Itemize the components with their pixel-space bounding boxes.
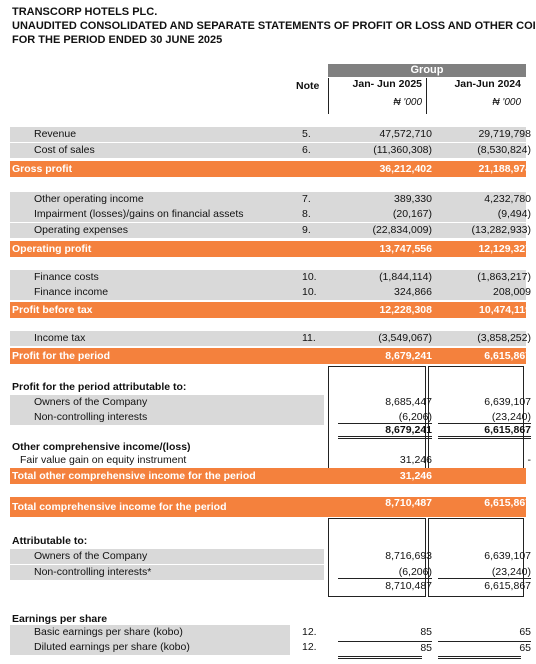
row-attrib-heading [10,380,526,395]
row-value-2025: 8,685,447 [385,396,432,408]
row-value-2025: 31,246 [399,470,432,482]
row-value-2025: (1,844,114) [379,271,432,283]
eps-double-line-2 [438,656,521,659]
row-attrib2-heading [10,534,526,549]
row-value-2024: 12,129,327 [478,243,531,255]
row-value-2025: 13,747,556 [379,243,432,255]
row-value-2024: 6,615,867 [484,497,531,509]
row-value-2025: 8,710,487 [385,497,432,509]
row-profit-period [10,348,531,364]
row-note: 12. [302,641,317,653]
row-revenue [10,127,531,142]
row-label: Profit for the period [12,350,110,362]
row-note: 10. [302,271,317,283]
section-heading: Other comprehensive income/(loss) [12,441,191,453]
row-value-2024: 6,615,867 [438,424,531,439]
row-value-2024: 10,474,119 [479,304,531,316]
row-note: 8. [302,208,311,220]
row-value-2024: - [527,454,531,466]
row-value-2024: 6,615,867 [484,580,531,592]
row-gross-profit [10,161,531,177]
row-value-2024: 4,232,780 [484,193,531,205]
row-value-2025: (3,549,067) [378,332,432,344]
row-label: Cost of sales [34,144,95,156]
group-header: Group [328,64,526,77]
row-value-2024: (8,530,824) [477,144,531,156]
row-value-2025: (11,360,308) [373,144,432,156]
row-value-2024: (3,858,252) [477,332,531,344]
row-value-2024: 29,719,798 [478,128,531,140]
section-heading: Earnings per share [12,613,108,625]
row-value-2025: 85 [338,641,432,654]
row-profit-before-tax [10,302,531,318]
row-value-2025: 389,330 [394,193,432,205]
row-label: Impairment (losses)/gains on financial assets [34,208,244,220]
row-value-2024: 6,615,867 [484,350,531,362]
row-label: Owners of the Company [34,396,148,408]
row-impairment [10,207,531,222]
row-total-ci [10,497,531,517]
header-divider-2 [426,78,427,114]
row-label: Operating expenses [34,224,128,236]
row-operating-expenses [10,223,531,238]
row-finance-costs [10,270,531,285]
row-note: 12. [302,626,317,638]
row-value-2025: 8,679,241 [338,424,432,439]
company-name: TRANSCORP HOTELS PLC. [12,6,158,18]
row-total-oci [10,468,526,484]
col2-header: Jan-Jun 2024 [454,78,521,90]
row-value-2024: (23,240) [438,566,531,579]
row-income-tax [10,331,531,346]
row-value-2025: 36,212,402 [379,163,432,175]
row-value-2025: (20,167) [392,208,432,220]
row-note: 9. [302,224,311,236]
header-divider [328,78,527,114]
statement-title: UNAUDITED CONSOLIDATED AND SEPARATE STATEMENTS OF PROFIT OR LOSS AND OTHER COI [12,20,536,32]
col2-unit: ₦ '000 [492,97,521,108]
row-label: Gross profit [12,163,73,175]
period-title: FOR THE PERIOD ENDED 30 JUNE 2025 [12,34,223,46]
row-value-2024: (23,240) [438,411,531,424]
row-fv-gain [10,453,531,468]
row-value-2024: 65 [438,641,531,654]
row-label: Basic earnings per share (kobo) [34,626,183,638]
row-value-2025: 8,716,693 [385,550,432,562]
row-value-2024: 21,188,974 [478,163,531,175]
row-cost-of-sales [10,143,531,158]
row-value-2024: 65 [519,626,531,638]
row-value-2025: 324,866 [394,286,432,298]
row-note: 11. [302,332,316,344]
row-label: Diluted earnings per share (kobo) [34,641,190,653]
row-value-2025: (6,206) [338,566,432,579]
section-heading: Attributable to: [12,535,88,547]
eps-double-line-1 [338,656,422,659]
col1-header: Jan- Jun 2025 [352,78,422,90]
row-label: Revenue [34,128,77,140]
row-attrib-total [10,423,531,438]
row-label: Non-controlling interests [34,411,148,423]
row-note: 6. [302,144,311,156]
row-other-income [10,192,531,207]
row-label: Total other comprehensive income for the period [12,470,256,482]
row-label: Non-controlling interests* [34,566,152,578]
row-value-2025: 12,228,308 [379,304,432,316]
row-note: 5. [302,128,311,140]
row-label: Total comprehensive income for the period [12,501,227,513]
row-owners2-values [10,549,531,564]
row-value-2025: 8,679,241 [385,350,432,362]
section-heading: Profit for the period attributable to: [12,381,187,393]
row-label: Finance income [34,286,109,298]
row-label: Finance costs [34,271,99,283]
row-value-2024: (13,282,933) [471,224,531,236]
row-value-2024: (1,863,217) [477,271,531,283]
row-diluted-eps-values [10,640,531,655]
row-value-2024: 6,639,107 [484,550,531,562]
row-owners-values [10,395,531,410]
row-label: Income tax [34,332,86,344]
row-note: 7. [302,193,311,205]
note-column-header: Note [296,80,320,92]
row-value-2024: 6,639,107 [484,396,531,408]
row-attrib2-total [10,579,531,594]
row-value-2024: 208,009 [493,286,531,298]
row-value-2025: (22,834,009) [372,224,432,236]
row-label: Profit before tax [12,304,93,316]
row-operating-profit [10,241,531,257]
row-label: Owners of the Company [34,550,148,562]
row-label: Fair value gain on equity instrument [20,454,187,466]
row-note: 10. [302,286,317,298]
row-basic-eps-values [10,625,531,640]
row-value-2025: 31,246 [399,454,432,466]
row-value-2024: (9,494) [497,208,531,220]
row-value-2025: 8,710,487 [385,580,432,592]
row-nci2-values [10,565,531,580]
row-label: Other operating income [34,193,144,205]
row-finance-income [10,285,531,300]
col1-unit: ₦ '000 [393,97,422,108]
row-value-2025: 85 [420,626,432,638]
row-value-2025: 47,572,710 [379,128,432,140]
row-value-2025: (6,206) [338,411,432,424]
row-label: Operating profit [12,243,92,255]
